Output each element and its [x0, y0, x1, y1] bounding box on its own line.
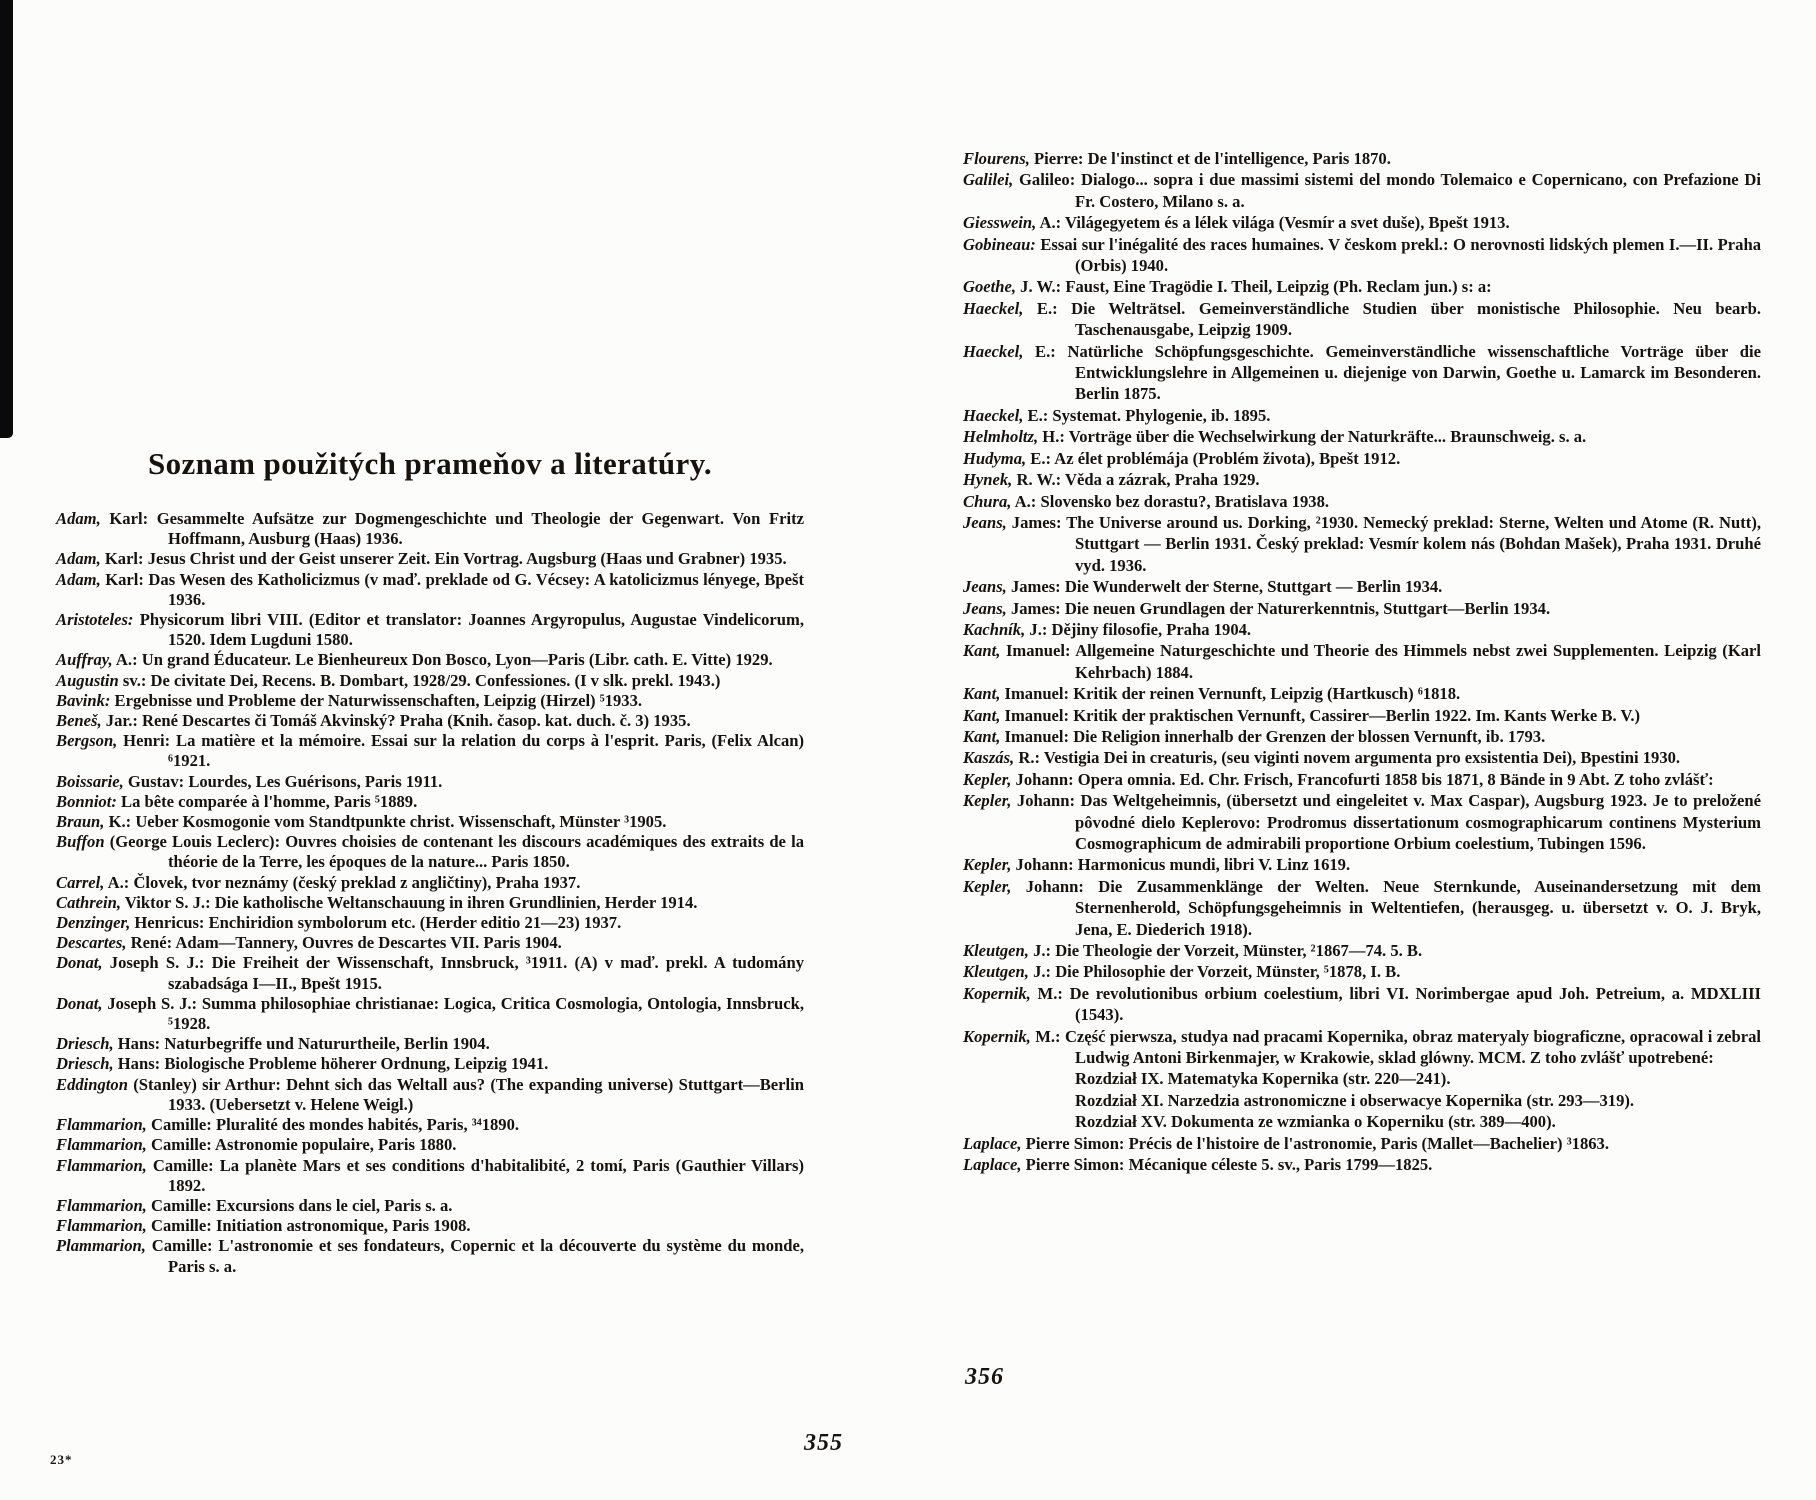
entry-author-name: Kopernik,	[963, 983, 1031, 1003]
entry-text: James: Die Wunderwelt der Sterne, Stuttgart — Berlin 1934.	[1006, 577, 1443, 597]
bibliography-entry	[963, 1068, 1761, 1089]
bibliography-entry	[56, 893, 804, 913]
entry-author-name: Galilei,	[963, 170, 1014, 190]
bibliography-entry	[963, 961, 1761, 982]
entry-text: Karl: Gesammelte Aufsätze zur Dogmengeschichte und Theologie der Gegenwart. Von Fritz Hoffmann, Ausburg (Haas) 1936.	[100, 509, 804, 549]
bibliography-entry	[963, 298, 1761, 341]
entry-text: La bête comparée à l'homme, Paris ⁵1889.	[116, 791, 418, 811]
entry-text: A.: Slovensko bez dorastu?, Bratislava 1938.	[1011, 491, 1330, 511]
entry-author-name: Kant,	[963, 726, 1001, 746]
entry-author-name: Adam,	[56, 569, 101, 589]
bibliography-entry	[56, 1054, 804, 1074]
bibliography-entry	[963, 769, 1761, 790]
entry-author-name: Kaszás,	[963, 748, 1015, 768]
entry-text: Jar.: René Descartes či Tomáš Akvinský? Praha (Knih. časop. kat. duch. č. 3) 1935.	[101, 711, 691, 731]
entry-author-name: Bergson,	[56, 731, 118, 751]
entry-author-name: Flourens,	[963, 149, 1030, 168]
entry-text: Camille: La planète Mars et ses conditions d'habitalibité, 2 tomí, Paris (Gauthier Villars) 1892.	[146, 1155, 804, 1195]
entry-text: Pierre: De l'instinct et de l'intelligence, Paris 1870.	[1029, 149, 1391, 168]
bibliography-entry	[963, 341, 1761, 405]
entry-text: J. W.: Faust, Eine Tragödie I. Theil, Leipzig (Ph. Reclam jun.) s: a:	[1016, 277, 1492, 297]
bibliography-entry	[963, 876, 1761, 940]
bibliography-entry	[56, 832, 804, 872]
entry-text: Camille: Astronomie populaire, Paris 1880.	[146, 1135, 457, 1155]
bibliography-entry	[56, 772, 804, 792]
entry-text: Physicorum libri VIII. (Editor et translator: Joannes Argyropulus, Augustae Vindelicorum, 1520. Idem Lugduni 1580.	[133, 610, 804, 650]
bibliography-entry	[56, 650, 804, 670]
bibliography-entry	[56, 873, 804, 893]
bibliography-entry	[56, 711, 804, 731]
entry-text: Rozdział XV. Dokumenta ze wzmianka o Koperniku (str. 389—400).	[1075, 1112, 1556, 1132]
entry-author-name: Kleutgen,	[963, 941, 1029, 961]
bibliography-entry	[963, 619, 1761, 640]
entry-author-name: Eddington	[56, 1074, 128, 1094]
entry-author-name: Driesch,	[56, 1054, 114, 1074]
entry-text: Rozdział XI. Narzedzia astronomiczne i obserwacye Kopernika (str. 293—319).	[1075, 1090, 1635, 1110]
entry-text: Viktor S. J.: Die katholische Weltanschauung in ihren Grundlinien, Herder 1914.	[121, 892, 698, 912]
entry-author-name: Gobineau:	[963, 234, 1036, 254]
entry-author-name: Denzinger,	[56, 913, 131, 933]
entry-text: Hans: Naturbegriffe und Natururtheile, Berlin 1904.	[113, 1034, 490, 1054]
entry-author-name: Kepler,	[963, 876, 1012, 896]
entry-text: Camille: Pluralité des mondes habités, Paris, ³⁴1890.	[146, 1115, 520, 1135]
entry-text: Hans: Biologische Probleme höherer Ordnung, Leipzig 1941.	[113, 1054, 549, 1074]
entry-text: A.: Világegyetem és a lélek világa (Vesmír a svet duše), Bpešt 1913.	[1036, 213, 1510, 233]
entry-author-name: Kachník,	[963, 619, 1026, 639]
scan-edge-artifact	[0, 0, 13, 438]
entry-author-name: Haeckel,	[963, 405, 1024, 425]
bibliography-entry	[963, 491, 1761, 512]
bibliography-entry	[56, 1236, 804, 1276]
bibliography-entry	[963, 940, 1761, 961]
entry-author-name: Bonniot:	[56, 791, 117, 811]
entry-author-name: Cathrein,	[56, 892, 122, 912]
bibliography-entry	[56, 1075, 804, 1115]
bibliography-entry	[963, 405, 1761, 426]
entry-text: Henri: La matière et la mémoire. Essai sur la relation du corps à l'esprit. Paris, (Felix Alcan) ⁶1921.	[117, 731, 804, 771]
bibliography-entry	[963, 512, 1761, 576]
entry-author-name: Helmholtz,	[963, 427, 1039, 447]
entry-text: E.: Az élet problémája (Problém života), Bpešt 1912.	[1026, 448, 1401, 468]
entry-text: Pierre Simon: Précis de l'histoire de l'astronomie, Paris (Mallet—Bachelier) ³1863.	[1021, 1133, 1610, 1153]
bibliography-entry	[56, 994, 804, 1034]
entry-author-name: Boissarie,	[56, 771, 124, 791]
entry-text: Johann: Opera omnia. Ed. Chr. Frisch, Francofurti 1858 bis 1871, 8 Bände in 9 Abt. Z toho zvlášť:	[1011, 769, 1714, 789]
bibliography-entry	[963, 705, 1761, 726]
entry-author-name: Hynek,	[963, 470, 1013, 490]
bibliography-entry	[963, 983, 1761, 1026]
entry-author-name: Laplace,	[963, 1133, 1022, 1153]
bibliography-entry	[56, 691, 804, 711]
entry-author-name: Jeans,	[963, 512, 1007, 532]
entry-text: Essai sur l'inégalité des races humaines. V českom prekl.: O nerovnosti lidských plemen I.—II. Praha (Orbis) 1940.	[1035, 234, 1761, 276]
entry-text: Joseph S. J.: Die Freiheit der Wissenschaft, Innsbruck, ³1911. (A) v maď. prekl. A tudomány szabadsága I—II., Bpešt 1915.	[102, 953, 804, 993]
bibliography-entry	[963, 148, 1761, 169]
entry-author-name: Jeans,	[963, 577, 1007, 597]
entry-text: Gustav: Lourdes, Les Guérisons, Paris 1911.	[123, 771, 443, 791]
entry-text: J.: Die Theologie der Vorzeit, Münster, ²1867—74. 5. B.	[1028, 941, 1423, 961]
entry-author-name: Adam,	[56, 549, 101, 569]
entry-author-name: Buffon	[56, 832, 105, 852]
entry-text: Joseph S. J.: Summa philosophiae christianae: Logica, Critica Cosmologia, Ontologia, Innsbruck, ⁵1928.	[102, 993, 804, 1034]
entry-author-name: Flammarion,	[56, 1216, 147, 1236]
entry-author-name: Driesch,	[56, 1034, 114, 1054]
bibliography-entry	[56, 953, 804, 993]
section-heading: Soznam použitých prameňov a literatúry.	[147, 446, 713, 481]
bibliography-entry	[56, 933, 804, 953]
bibliography-entry	[56, 610, 804, 650]
entry-author-name: Flammarion,	[56, 1155, 147, 1175]
entry-text: (George Louis Leclerc): Ouvres choisies de contenant les discours académiques des extraits de la théorie de la Terre, les époques de la nature... Paris 1850.	[104, 832, 804, 872]
entry-text: A.: Un grand Éducateur. Le Bienheureux Don Bosco, Lyon—Paris (Libr. cath. E. Vitte) 1929.	[112, 650, 773, 670]
bibliography-entry	[963, 1090, 1761, 1111]
bibliography-entry	[963, 598, 1761, 619]
bibliography-entry	[56, 913, 804, 933]
bibliography-list-355	[56, 509, 804, 1277]
bibliography-entry	[56, 731, 804, 771]
entry-author-name: Adam,	[56, 509, 101, 528]
bibliography-entry	[56, 549, 804, 569]
entry-text: Johann: Das Weltgeheimnis, (übersetzt und eingeleitet v. Max Caspar), Augsburg 1923. Je to preložené pôvodné dielo Keplerovo: Prodromus dissertationum cosmographicarum continens Mysterium Cosmographicum de admirabili proportione Orbium coelestium, Tubingen 1596.	[1011, 791, 1761, 853]
entry-author-name: Kepler,	[963, 769, 1012, 789]
entry-text: James: Die neuen Grundlagen der Naturerkenntnis, Stuttgart—Berlin 1934.	[1006, 598, 1551, 618]
entry-text: J.: Die Philosophie der Vorzeit, Münster, ⁵1878, I. B.	[1028, 962, 1401, 982]
bibliography-entry	[963, 1026, 1761, 1069]
bibliography-entry	[963, 576, 1761, 597]
entry-text: Johann: Die Zusammenklänge der Welten. Neue Sternkunde, Auseinandersetzung mit dem Sternenherold, Schöpfungsgeheimnis in Weltentiefen, (herausgeg. u. übersetzt v. O. J. Bryk, Jena, E. Diederich 1918).	[1011, 876, 1761, 939]
bibliography-entry	[56, 1115, 804, 1135]
entry-author-name: Giesswein,	[963, 213, 1037, 233]
entry-author-name: Flammarion,	[56, 1135, 147, 1155]
bibliography-entry	[963, 1154, 1761, 1175]
bibliography-entry	[56, 792, 804, 812]
entry-text: James: The Universe around us. Dorking, ²1930. Nemecký preklad: Sterne, Welten und Atome (R. Nutt), Stuttgart — Berlin 1931. Český preklad: Vesmír kolem nás (Bohdan Mašek), Praha 1931. Druhé vyd. 1936.	[1006, 512, 1761, 575]
bibliography-entry	[963, 1111, 1761, 1132]
bibliography-entry	[963, 1133, 1761, 1154]
entry-text: Imanuel: Die Religion innerhalb der Grenzen der blossen Vernunft, ib. 1793.	[1000, 726, 1546, 746]
entry-text: Imanuel: Kritik der praktischen Vernunft, Cassirer—Berlin 1922. Im. Kants Werke B. V.)	[1000, 705, 1641, 725]
page-355	[56, 446, 804, 1277]
entry-text: Karl: Jesus Christ und der Geist unserer Zeit. Ein Vortrag. Augsburg (Haas und Grabner) 1935.	[100, 549, 787, 569]
entry-text: Camille: Initiation astronomique, Paris 1908.	[146, 1216, 471, 1236]
entry-text: M.: De revolutionibus orbium coelestium, libri VI. Norimbergae apud Joh. Petreium, a. MDXLIII (1543).	[1030, 983, 1761, 1025]
entry-text: Ergebnisse und Probleme der Naturwissenschaften, Leipzig (Hirzel) ⁵1933.	[110, 690, 643, 710]
bibliography-entry	[963, 276, 1761, 297]
entry-author-name: Augustin	[56, 670, 119, 690]
page-number-355: 355	[804, 1430, 843, 1456]
bibliography-entry	[56, 1135, 804, 1155]
entry-text: Johann: Harmonicus mundi, libri V. Linz 1619.	[1011, 855, 1351, 875]
entry-text: Rozdział IX. Matematyka Kopernika (str. 220—241).	[1075, 1069, 1451, 1089]
bibliography-entry	[963, 640, 1761, 683]
bibliography-entry	[56, 509, 804, 549]
bibliography-entry	[963, 469, 1761, 490]
bibliography-entry	[963, 448, 1761, 469]
entry-text: Pierre Simon: Mécanique céleste 5. sv., Paris 1799—1825.	[1021, 1155, 1433, 1175]
entry-author-name: Auffray,	[56, 650, 113, 670]
entry-author-name: Kant,	[963, 705, 1001, 725]
entry-text: René: Adam—Tannery, Ouvres de Descartes VII. Paris 1904.	[126, 933, 562, 953]
entry-author-name: Flammarion,	[56, 1115, 147, 1135]
entry-text: Imanuel: Kritik der reinen Vernunft, Leipzig (Hartkusch) ⁶1818.	[1000, 684, 1461, 704]
entry-text: R.: Vestigia Dei in creaturis, (seu viginti novem argumenta pro exsistentia Dei), Bpestini 1930.	[1014, 748, 1681, 768]
entry-text: E.: Natürliche Schöpfungsgeschichte. Gemeinverständliche wissenschaftliche Vorträge über die Entwicklungslehre in Allgemeinen u. diejenige von Darwin, Goethe u. Lamarck im Besonderen. Berlin 1875.	[1023, 341, 1761, 404]
entry-author-name: Flammarion,	[56, 1195, 147, 1215]
bibliography-entry	[963, 212, 1761, 233]
entry-text: (Stanley) sir Arthur: Dehnt sich das Weltall aus? (The expanding universe) Stuttgart—Berlin 1933. (Uebersetzt v. Helene Weigl.)	[127, 1074, 804, 1114]
entry-text: E.: Systemat. Phylogenie, ib. 1895.	[1023, 405, 1271, 425]
bibliography-entry	[56, 570, 804, 610]
page-356	[963, 148, 1761, 1176]
entry-text: Camille: L'astronomie et ses fondateurs, Copernic et la découverte du système du monde, Paris s. a.	[145, 1236, 804, 1276]
bibliography-entry	[56, 1196, 804, 1216]
entry-text: M.: Część pierwsza, studya nad pracami Kopernika, obraz materyaly biograficzne, opracowal i zebral Ludwig Antoni Birkenmajer, w Krakowie, sklad glówny. MCM. Z toho zvlášť upotrebené:	[1030, 1026, 1761, 1068]
entry-text: J.: Dějiny filosofie, Praha 1904.	[1025, 619, 1252, 639]
entry-text: Galileo: Dialogo... sopra i due massimi sistemi del mondo Tolemaico e Copernicano, con Prefazione Di Fr. Costero, Milano s. a.	[1013, 170, 1761, 211]
bibliography-entry	[963, 747, 1761, 768]
entry-author-name: Kant,	[963, 641, 1001, 661]
entry-author-name: Kepler,	[963, 855, 1012, 875]
bibliography-entry	[56, 1034, 804, 1054]
page-number-356: 356	[965, 1364, 1004, 1390]
bibliography-list-356	[963, 148, 1761, 1176]
entry-author-name: Laplace,	[963, 1155, 1022, 1175]
entry-author-name: Bavink:	[56, 690, 111, 710]
signature-mark: 23*	[50, 1452, 73, 1467]
bibliography-entry	[56, 671, 804, 691]
entry-author-name: Aristoteles:	[56, 610, 134, 630]
entry-text: H.: Vorträge über die Wechselwirkung der Naturkräfte... Braunschweig. s. a.	[1038, 427, 1587, 447]
entry-author-name: Kant,	[963, 684, 1001, 704]
entry-author-name: Donat,	[56, 953, 103, 973]
entry-text: Imanuel: Allgemeine Naturgeschichte und Theorie des Himmels nebst zwei Supplementen. Leipzig (Karl Kehrbach) 1884.	[1000, 641, 1761, 682]
entry-text: K.: Ueber Kosmogonie vom Standtpunkte christ. Wissenschaft, Münster ³1905.	[104, 812, 667, 832]
entry-author-name: Jeans,	[963, 598, 1007, 618]
entry-author-name: Plammarion,	[56, 1236, 146, 1256]
entry-author-name: Haeckel,	[963, 298, 1024, 318]
entry-author-name: Kepler,	[963, 791, 1012, 811]
bibliography-entry	[56, 812, 804, 832]
entry-author-name: Descartes,	[56, 933, 127, 953]
entry-text: sv.: De civitate Dei, Recens. B. Dombart, 1928/29. Confessiones. (I v slk. prekl. 1943.)	[118, 670, 721, 690]
bibliography-entry	[963, 683, 1761, 704]
bibliography-entry	[963, 234, 1761, 277]
bibliography-entry	[56, 1216, 804, 1236]
entry-text: Henricus: Enchiridion symbolorum etc. (Herder editio 21—23) 1937.	[130, 913, 622, 933]
entry-author-name: Braun,	[56, 812, 105, 832]
entry-text: Karl: Das Wesen des Katholicizmus (v maď. preklade od G. Vécsey: A katolicizmus lényege, Bpešt 1936.	[100, 569, 804, 609]
bibliography-entry	[963, 169, 1761, 212]
entry-author-name: Chura,	[963, 491, 1012, 511]
bibliography-entry	[56, 1156, 804, 1196]
entry-author-name: Carrel,	[56, 872, 105, 892]
entry-text: A.: Človek, tvor neznámy (český preklad z angličtiny), Praha 1937.	[104, 872, 581, 892]
entry-author-name: Beneš,	[56, 711, 102, 731]
entry-author-name: Donat,	[56, 993, 103, 1013]
entry-text: Camille: Excursions dans le ciel, Paris s. a.	[146, 1195, 453, 1215]
entry-author-name: Goethe,	[963, 277, 1016, 297]
entry-author-name: Haeckel,	[963, 341, 1024, 361]
entry-author-name: Hudyma,	[963, 448, 1027, 468]
bibliography-entry	[963, 726, 1761, 747]
bibliography-entry	[963, 790, 1761, 854]
bibliography-entry	[963, 854, 1761, 875]
entry-author-name: Kleutgen,	[963, 962, 1029, 982]
bibliography-entry	[963, 426, 1761, 447]
entry-text: E.: Die Welträtsel. Gemeinverständliche Studien über monistische Philosophie. Neu bearb. Taschenausgabe, Leipzig 1909.	[1023, 298, 1761, 340]
entry-text: R. W.: Věda a zázrak, Praha 1929.	[1012, 470, 1260, 490]
entry-author-name: Kopernik,	[963, 1026, 1031, 1046]
